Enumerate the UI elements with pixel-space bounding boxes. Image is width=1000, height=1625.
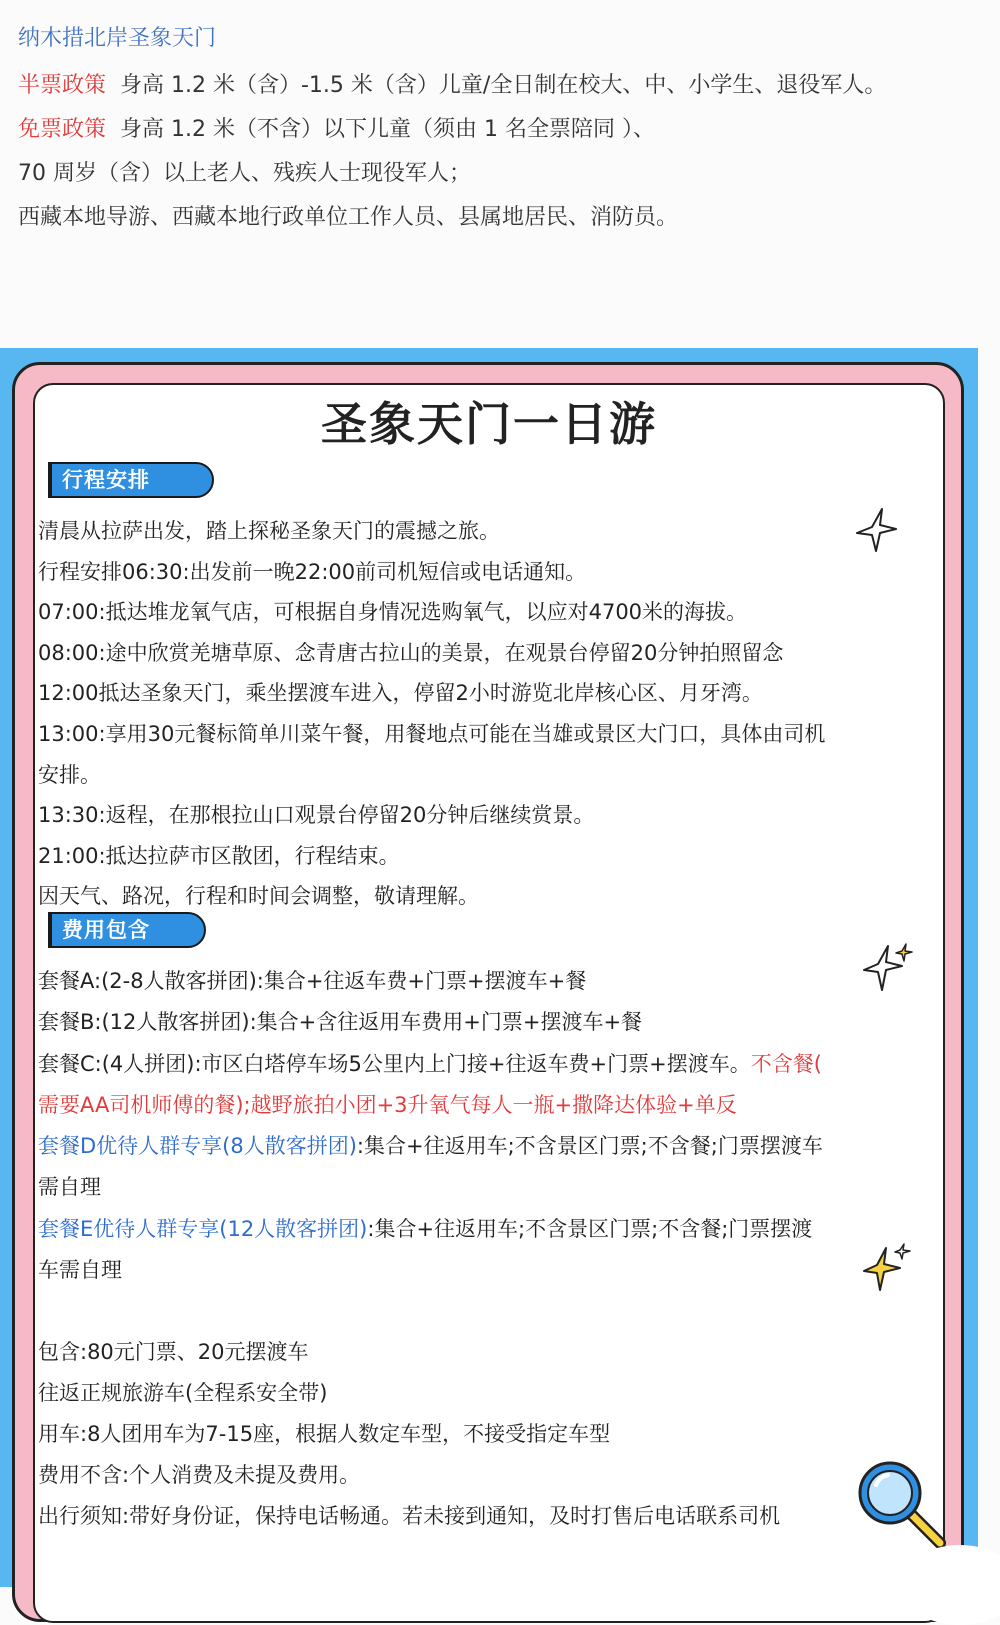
package-e-title: 套餐E优待人群专享(12人散客拼团) <box>38 1216 368 1241</box>
itinerary-tag: 行程安排 <box>48 462 214 498</box>
itinerary-item: 行程安排06:30:出发前一晚22:00前司机短信或电话通知。 <box>38 559 587 584</box>
itinerary-item: 安排。 <box>38 762 101 787</box>
package-d <box>38 1126 938 1167</box>
policy-title: 纳木措北岸圣象天门 <box>18 26 217 51</box>
itinerary-list <box>38 511 938 917</box>
package-c <box>38 1044 938 1085</box>
fees-list <box>38 961 938 1291</box>
half-price-text: 身高 1.2 米（含）-1.5 米（含）儿童/全日制在校大、中、小学生、退役军人。 <box>120 73 887 98</box>
package-b: 套餐B:(12人散客拼团):集合+含往返用车费用+门票+摆渡车+餐 <box>38 1010 643 1035</box>
package-c-note-2: 需要AA司机师傅的餐);越野旅拍小团+3升氧气每人一瓶+撒降达体验+单反 <box>38 1092 737 1117</box>
inclusion-item: 用车:8人团用车为7-15座，根据人数定车型，不接受指定车型 <box>38 1422 611 1446</box>
sparkle-star-icon <box>860 940 920 996</box>
fees-tag: 费用包含 <box>48 912 206 948</box>
half-price-label: 半票政策 <box>18 73 107 98</box>
itinerary-item: 12:00抵达圣象天门，乘坐摆渡车进入，停留2小时游览北岸核心区、月牙湾。 <box>38 681 763 706</box>
package-c-main: 套餐C:(4人拼团):市区白塔停车场5公里内上门接+往返车费+门票+摆渡车。 <box>38 1051 751 1076</box>
package-d-detail-2: 需自理 <box>38 1175 101 1200</box>
inclusion-item: 包含:80元门票、20元摆渡车 <box>38 1340 309 1364</box>
package-e-detail: :集合+往返用车;不含景区门票;不含餐;门票摆渡 <box>367 1216 813 1241</box>
package-a: 套餐A:(2-8人散客拼团):集合+往返车费+门票+摆渡车+餐 <box>38 969 587 993</box>
sparkle-star-icon <box>852 505 902 555</box>
free-policy <box>18 108 988 152</box>
itinerary-item: 21:00:抵达拉萨市区散团，行程结束。 <box>38 843 400 868</box>
itinerary-item: 因天气、路况，行程和时间会调整，敬请理解。 <box>38 884 479 909</box>
ticket-policy <box>18 22 988 240</box>
inclusions-list <box>38 1332 938 1537</box>
package-d-detail: :集合+往返用车;不含景区门票;不含餐;门票摆渡车 <box>356 1134 823 1159</box>
free-text-2: 70 周岁（含）以上老人、残疾人士现役军人； <box>18 161 471 186</box>
itinerary-item: 13:00:享用30元餐标简单川菜午餐，用餐地点可能在当雄或景区大门口，具体由司机 <box>38 721 826 746</box>
free-label: 免票政策 <box>18 117 107 142</box>
inclusion-item: 出行须知:带好身份证，保持电话畅通。若未接到通知，及时打售后电话联系司机 <box>38 1504 781 1528</box>
half-price-policy <box>18 64 988 108</box>
magnifier-icon <box>852 1455 952 1555</box>
package-e-detail-2: 车需自理 <box>38 1258 122 1283</box>
itinerary-item: 08:00:途中欣赏羌塘草原、念青唐古拉山的美景，在观景台停留20分钟拍照留念 <box>38 640 784 665</box>
package-c-note-1: 不含餐( <box>750 1051 822 1076</box>
free-text-1: 身高 1.2 米（不含）以下儿童（须由 1 名全票陪同 ）、 <box>120 117 655 142</box>
free-text-3: 西藏本地导游、西藏本地行政单位工作人员、县属地居民、消防员。 <box>18 205 679 230</box>
itinerary-item: 清晨从拉萨出发，踏上探秘圣象天门的震撼之旅。 <box>38 519 500 543</box>
card-title: 圣象天门一日游 <box>321 397 657 451</box>
package-d-title: 套餐D优待人群专享(8人散客拼团) <box>38 1134 357 1159</box>
inclusion-item: 费用不含:个人消费及未提及费用。 <box>38 1463 361 1487</box>
itinerary-item: 13:30:返程，在那根拉山口观景台停留20分钟后继续赏景。 <box>38 803 595 828</box>
sparkle-star-icon <box>860 1240 920 1296</box>
package-e <box>38 1209 938 1250</box>
itinerary-item: 07:00:抵达堆龙氧气店，可根据自身情况选购氧气，以应对4700米的海拔。 <box>38 600 748 625</box>
inclusion-item: 往返正规旅游车(全程系安全带) <box>38 1381 328 1405</box>
